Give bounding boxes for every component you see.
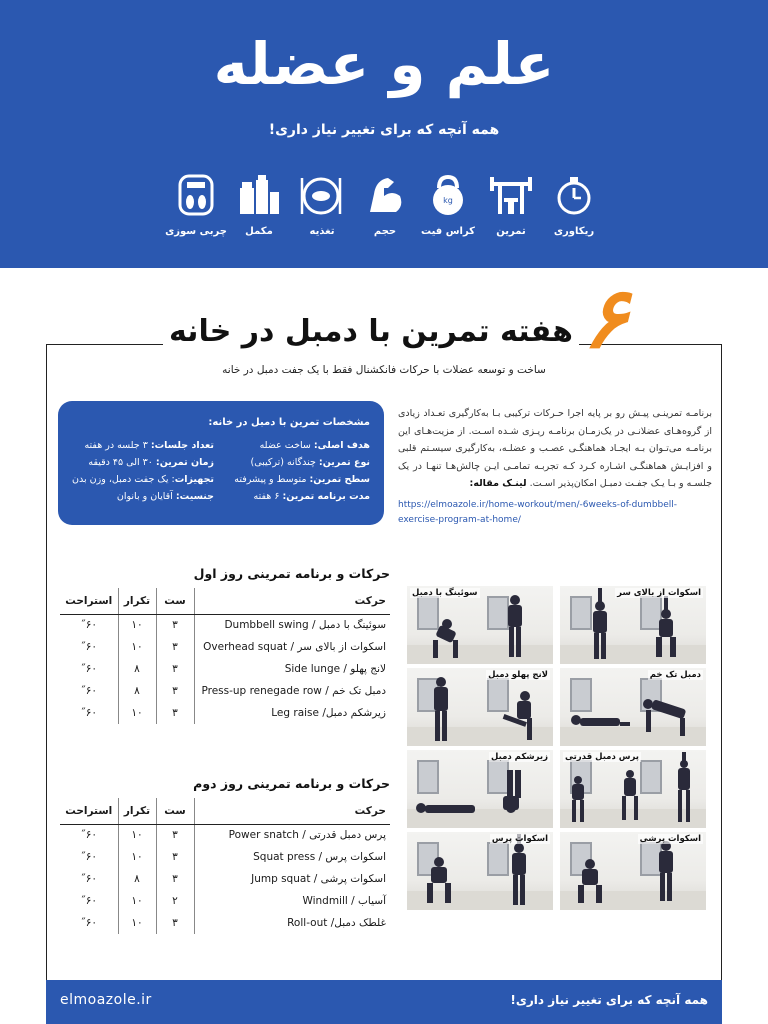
photo-label: اسکوات از بالای سر bbox=[617, 588, 701, 598]
cell-rest: ۶۰˝ bbox=[80, 663, 98, 675]
spec-label: زمان تمرین: bbox=[155, 457, 214, 468]
cell-rest: ۶۰˝ bbox=[80, 619, 98, 632]
cell-rest: ۶۰˝ bbox=[80, 641, 98, 653]
day1-table bbox=[60, 588, 390, 724]
site-logo[interactable]: علم و عضله bbox=[213, 30, 555, 98]
table-row bbox=[60, 824, 390, 846]
spec-value: : یک جفت دمبل، وزن بدن bbox=[72, 474, 175, 485]
spec-label: سطح تمرین: bbox=[309, 474, 370, 485]
cell-rest: ۶۰˝ bbox=[80, 873, 98, 885]
spec-item bbox=[72, 488, 214, 505]
table-row bbox=[60, 702, 390, 724]
category-label: کراس فیت bbox=[421, 226, 475, 237]
cell-sets: ۲ bbox=[156, 890, 194, 912]
exercise-photo bbox=[560, 832, 706, 910]
cell-move: اسکوات پرس / Squat press bbox=[194, 846, 390, 868]
col-rest: استراحت bbox=[60, 588, 118, 614]
col-sets: ست bbox=[156, 798, 194, 824]
spec-label: هدف اصلی: bbox=[313, 440, 370, 451]
cell-sets: ۳ bbox=[156, 636, 194, 658]
spec-item bbox=[234, 488, 370, 505]
photo-label: اسکوات پرشی bbox=[639, 834, 701, 844]
kettlebell-icon bbox=[425, 172, 471, 218]
photo-label: اسکوات پرس bbox=[491, 834, 548, 844]
col-sets: ست bbox=[156, 588, 194, 614]
exercise-photo bbox=[560, 750, 706, 828]
table-row bbox=[60, 912, 390, 934]
footer-bar bbox=[46, 980, 722, 1024]
cell-move: آسیاب / Windmill bbox=[194, 890, 390, 912]
category-label: مکمل bbox=[245, 226, 273, 237]
exercise-photo bbox=[560, 668, 706, 746]
spec-label: تجهیزات bbox=[174, 474, 214, 485]
cell-move: پرس دمبل قدرتی / Power snatch bbox=[194, 824, 390, 846]
spec-item bbox=[72, 471, 214, 488]
table-row bbox=[60, 680, 390, 702]
cell-rest: ۶۰˝ bbox=[80, 829, 98, 842]
table-row bbox=[60, 890, 390, 912]
col-reps: تکرار bbox=[118, 798, 156, 824]
specs-column-left bbox=[72, 437, 214, 505]
title-text: هفته تمرین با دمبل در خانه bbox=[163, 314, 579, 349]
category-recovery[interactable] bbox=[548, 172, 600, 237]
cell-move: زیرشکم دمبل/ Leg raise bbox=[194, 702, 390, 724]
photo-label: دمبل تک خم bbox=[649, 670, 701, 680]
photo-label: زیرشکم دمبل bbox=[491, 752, 548, 762]
header-tagline: همه آنچه که برای تغییر نیاز داری! bbox=[268, 122, 500, 138]
spec-label: نوع تمرین: bbox=[318, 457, 370, 468]
category-label: حجم bbox=[373, 226, 397, 237]
title-number: ۶ bbox=[582, 269, 628, 367]
spec-label: تعداد جلسات: bbox=[150, 440, 214, 451]
cell-move: اسکوات از بالای سر / Overhead squat bbox=[194, 636, 390, 658]
subtitle: ساخت و توسعه عضلات با حرکات فانکشنال فقط با یک جفت دمبل در خانه bbox=[222, 364, 546, 376]
category-crossfit[interactable] bbox=[422, 172, 474, 237]
day2-title: حرکات و برنامه تمرینی روز دوم bbox=[193, 776, 390, 791]
cell-reps: ۱۰ bbox=[118, 636, 156, 658]
table-row bbox=[60, 636, 390, 658]
spec-value: ۳۰ الی ۴۵ دقیقه bbox=[88, 457, 153, 468]
spec-item bbox=[72, 454, 214, 471]
article-link[interactable]: https://elmoazole.ir/home-workout/men/-6weeks-of-dumbbell-exercise-program-at-home/ bbox=[398, 500, 678, 525]
category-label: تمرین bbox=[496, 226, 526, 237]
category-nutrition[interactable] bbox=[296, 172, 348, 237]
col-reps: تکرار bbox=[118, 588, 156, 614]
cell-reps: ۸ bbox=[118, 680, 156, 702]
cell-sets: ۳ bbox=[156, 868, 194, 890]
category-label: چربی سوزی bbox=[165, 226, 227, 237]
cell-reps: ۱۰ bbox=[118, 614, 156, 636]
spec-value: متوسط و پیشرفته bbox=[234, 474, 307, 485]
cell-sets: ۳ bbox=[156, 658, 194, 680]
plate-fork-icon bbox=[299, 172, 345, 218]
flexed-arm-icon bbox=[362, 172, 408, 218]
cell-reps: ۱۰ bbox=[118, 912, 156, 934]
cell-reps: ۸ bbox=[118, 868, 156, 890]
cell-reps: ۱۰ bbox=[118, 702, 156, 724]
page-title bbox=[163, 269, 628, 367]
cell-move: لانج پهلو / Side lunge bbox=[194, 658, 390, 680]
cell-sets: ۳ bbox=[156, 702, 194, 724]
spec-label: جنسیت: bbox=[175, 491, 214, 502]
col-move: حرکت bbox=[194, 798, 390, 824]
specs-column-right bbox=[234, 437, 370, 505]
cell-sets: ۳ bbox=[156, 912, 194, 934]
category-fat-burn[interactable] bbox=[165, 172, 227, 237]
exercise-photo bbox=[407, 750, 553, 828]
table-header-row bbox=[60, 588, 390, 614]
spec-item bbox=[234, 471, 370, 488]
cell-move: غلطک دمبل/ Roll-out bbox=[194, 912, 390, 934]
photo-label: لانج پهلو دمبل bbox=[488, 670, 548, 680]
svg-text:kg: kg bbox=[443, 196, 453, 205]
cell-rest: ۶۰˝ bbox=[80, 851, 98, 863]
cell-move: دمبل تک خم / Press-up renegade row bbox=[194, 680, 390, 702]
cell-reps: ۱۰ bbox=[118, 846, 156, 868]
cell-rest: ۶۰˝ bbox=[80, 917, 98, 929]
spec-label: مدت برنامه تمرین: bbox=[282, 491, 370, 502]
program-specs-box bbox=[58, 401, 384, 525]
cell-sets: ۳ bbox=[156, 846, 194, 868]
category-nav bbox=[165, 172, 600, 237]
supplement-bottles-icon bbox=[236, 172, 282, 218]
cell-reps: ۱۰ bbox=[118, 824, 156, 846]
footer-url[interactable]: elmoazole.ir bbox=[60, 992, 152, 1008]
specs-heading: مشخصات تمرین با دمبل در خانه: bbox=[208, 417, 370, 428]
category-supplement[interactable] bbox=[233, 172, 285, 237]
col-rest: استراحت bbox=[60, 798, 118, 824]
cell-move: سوئینگ با دمبل / Dumbbell swing bbox=[194, 614, 390, 636]
cell-rest: ۶۰˝ bbox=[80, 895, 98, 907]
category-mass[interactable] bbox=[359, 172, 411, 237]
spec-item bbox=[234, 437, 370, 454]
table-row bbox=[60, 868, 390, 890]
intro-paragraph bbox=[398, 405, 712, 493]
barbell-rack-icon bbox=[488, 172, 534, 218]
spec-value: ۶ هفته bbox=[253, 491, 280, 502]
spec-value: چندگانه (ترکیبی) bbox=[250, 457, 316, 468]
exercise-photo bbox=[407, 586, 553, 664]
exercise-photo bbox=[407, 668, 553, 746]
spec-value: ۳ جلسه در هفته bbox=[84, 440, 148, 451]
header-banner bbox=[0, 0, 768, 268]
table-row bbox=[60, 658, 390, 680]
cell-move: اسکوات پرشی / Jump squat bbox=[194, 868, 390, 890]
spec-value: آقایان و بانوان bbox=[116, 491, 173, 502]
stopwatch-icon bbox=[551, 172, 597, 218]
exercise-photo bbox=[560, 586, 706, 664]
day1-title: حرکات و برنامه تمرینی روز اول bbox=[193, 566, 390, 581]
cell-reps: ۸ bbox=[118, 658, 156, 680]
article-link-label: لینـک مقاله: bbox=[469, 478, 527, 490]
col-move: حرکت bbox=[194, 588, 390, 614]
cell-rest: ۶۰˝ bbox=[80, 707, 98, 719]
category-label: تغذیه bbox=[309, 226, 335, 237]
cell-rest: ۶۰˝ bbox=[80, 685, 98, 697]
cell-sets: ۳ bbox=[156, 614, 194, 636]
footer-tagline: همه آنچه که برای تغییر نیاز داری! bbox=[510, 993, 708, 1007]
category-training[interactable] bbox=[485, 172, 537, 237]
cell-sets: ۳ bbox=[156, 824, 194, 846]
day2-table bbox=[60, 798, 390, 934]
spec-value: ساخت عضله bbox=[259, 440, 311, 451]
table-row bbox=[60, 614, 390, 636]
spec-item bbox=[72, 437, 214, 454]
table-row bbox=[60, 846, 390, 868]
cell-reps: ۱۰ bbox=[118, 890, 156, 912]
exercise-photo bbox=[407, 832, 553, 910]
cell-sets: ۳ bbox=[156, 680, 194, 702]
table-header-row bbox=[60, 798, 390, 824]
photo-label: سوئینگ با دمبل bbox=[412, 588, 478, 598]
intro-text: برنامـه تمرینـی پیـش رو بر پایه اجرا حـرکات ترکیبی بـا به‌کارگیری تعـداد زیادی از گروه‌هـای عضلانـی در یک‌زمـان برنامـه ریـزی شـده اسـت. از مزیت‌هـای این برنامـه می‌تـوان بـه ایجـاد هماهنگـی عصـب و عضلـه، به‌کارگیری سیسـتم قلبی و افزایـش هماهنگـی اشـاره کـرد کـه تجربـه تمامـی ایـن چالش‌هـا تنهـا در یک جلسـه و بـا یـک جفـت دمبـل امکان‌پذیر اسـت. bbox=[398, 408, 712, 490]
photo-label: پرس دمبل قدرتی bbox=[565, 752, 639, 762]
category-label: ریکاوری bbox=[553, 226, 595, 237]
spec-item bbox=[234, 454, 370, 471]
scale-icon bbox=[173, 172, 219, 218]
